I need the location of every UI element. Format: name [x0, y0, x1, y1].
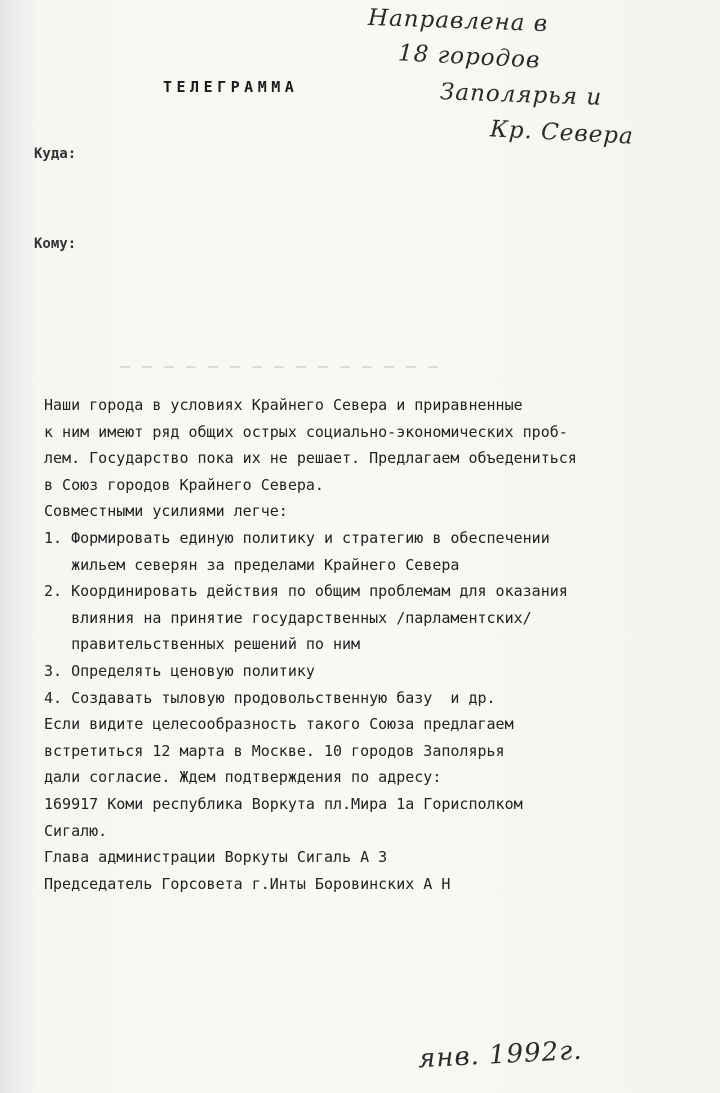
signature-line: Глава администрации Воркуты Сигаль А З	[44, 848, 388, 867]
list-item-2-cont: правительственных решений по ним	[44, 635, 361, 654]
field-label-where: Куда:	[34, 146, 77, 162]
field-label-whom: Кому:	[34, 236, 77, 252]
telegram-body	[44, 392, 704, 897]
list-item-3: 3. Определять ценовую политику	[44, 661, 315, 680]
list-item-2: 2. Координировать действия по общим проблемам для оказания	[44, 582, 568, 601]
body-line: Наши города в условиях Крайнего Севера и приравненные	[44, 396, 523, 414]
handwritten-note-line-3: Заполярья и	[439, 79, 603, 111]
body-line: лем. Государство пока их не решает. Предлагаем объедениться	[44, 449, 577, 468]
handwritten-date: янв. 1992г.	[417, 1035, 584, 1075]
list-item-1: 1. Формировать единую политику и стратегию в обеспечении	[44, 528, 550, 547]
handwritten-note-line-2: 18 городов	[397, 40, 542, 74]
body-line: Если видите целесообразность такого Союза предлагаем	[44, 715, 514, 734]
body-line: Совместными усилиями легче:	[44, 502, 288, 521]
body-line: дали согласие. Ждем подтверждения по адресу:	[44, 768, 442, 787]
document-title: ТЕЛЕГРАММА	[163, 78, 299, 96]
list-item-2-cont: влияния на принятие государственных /парламентских/	[44, 608, 532, 627]
body-line: к ним имеют ряд общих острых социально-экономических проб-	[44, 422, 568, 441]
address-line: Сигалю.	[44, 821, 108, 840]
signature-line: Председатель Горсовета г.Инты Боровинских А Н	[44, 874, 451, 893]
body-line: в Союз городов Крайнего Севера.	[44, 475, 324, 494]
body-line: встретиться 12 марта в Москве. 10 городов Заполярья	[44, 741, 505, 760]
address-line: 169917 Коми республика Воркута пл.Мира 1а Горисполком	[44, 794, 523, 813]
handwritten-note-line-1: Направлена в	[367, 4, 549, 38]
faint-divider	[120, 366, 440, 368]
handwritten-note-line-4: Кр. Севера	[489, 116, 635, 150]
list-item-4: 4. Создавать тыловую продовольственную базу и др.	[44, 688, 496, 707]
list-item-1-cont: жильем северян за пределами Крайнего Севера	[44, 555, 460, 574]
